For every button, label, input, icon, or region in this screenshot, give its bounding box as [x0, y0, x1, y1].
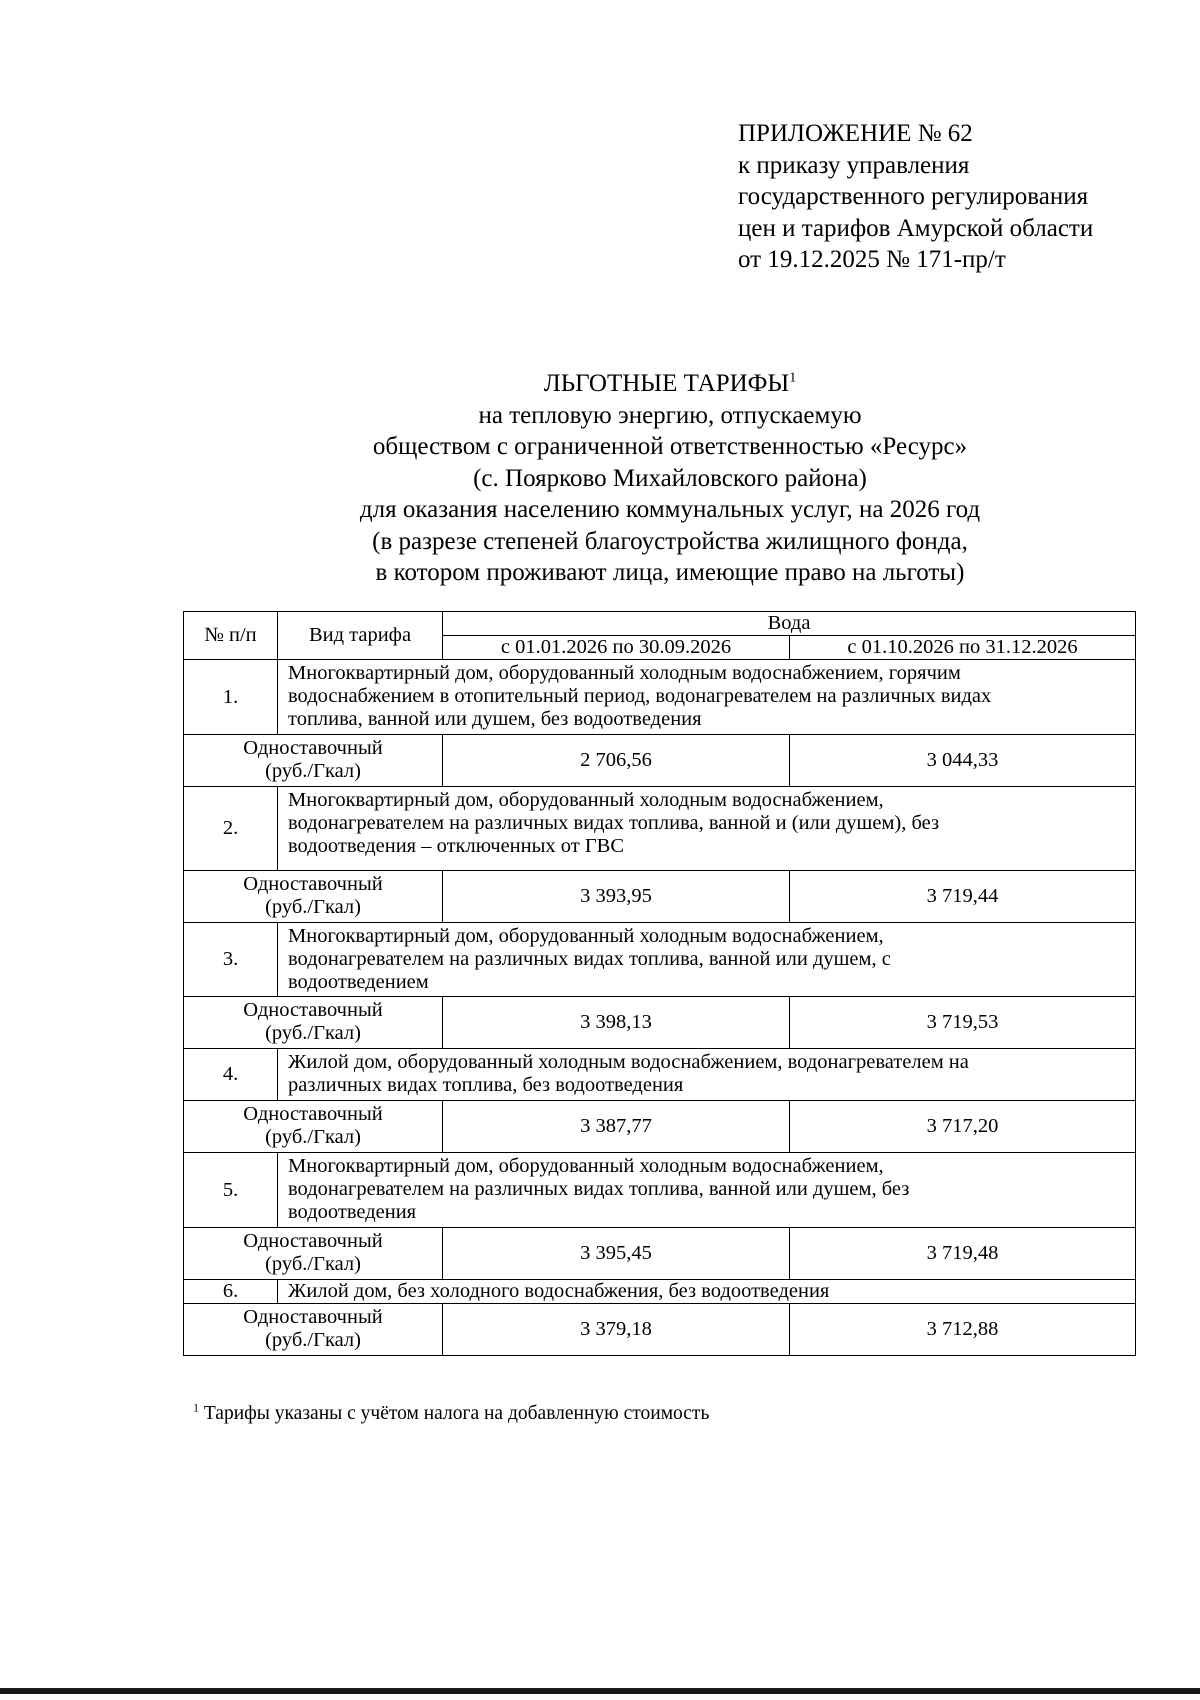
header-number: № п/п: [184, 612, 278, 660]
rate-label-unit: (руб./Гкал): [265, 1126, 361, 1148]
title-line: на тепловую энергию, отпускаемую: [478, 401, 862, 429]
tariffs-table: [183, 611, 1136, 1356]
description-line: водонагревателем на различных видах топлива, ванной или душем, с: [288, 948, 891, 970]
table-row: [184, 787, 1136, 871]
description-line: Жилой дом, оборудованный холодным водоснабжением, водонагревателем на: [288, 1051, 969, 1073]
description-line: водоотведения: [288, 1201, 417, 1223]
value-period-1: 3 395,45: [443, 1228, 790, 1280]
description-line: водоснабжением в отопительный период, водонагревателем на различных видах: [288, 685, 992, 707]
row-number: 2.: [184, 787, 278, 871]
table-row: [184, 735, 1136, 787]
header-period-2: с 01.10.2026 по 31.12.2026: [790, 636, 1136, 660]
title-main: ЛЬГОТНЫЕ ТАРИФЫ: [543, 370, 790, 397]
rate-label-line: Одноставочный: [243, 737, 383, 759]
title-main-line: [180, 368, 1160, 400]
row-number: 4.: [184, 1049, 278, 1101]
row-description: [278, 1280, 1136, 1304]
row-number: 5.: [184, 1153, 278, 1228]
title-line: обществом с ограниченной ответственностью «Ресурс»: [372, 433, 968, 460]
rate-label-line: Одноставочный: [243, 1230, 383, 1252]
rate-label-unit: (руб./Гкал): [265, 760, 361, 782]
value-period-1: 3 398,13: [443, 997, 790, 1049]
table-row: [184, 1101, 1136, 1153]
table-row: [184, 1228, 1136, 1280]
description-line: Многоквартирный дом, оборудованный холодным водоснабжением,: [288, 789, 884, 811]
rate-label: [184, 1228, 443, 1280]
rate-label-line: Одноставочный: [243, 1306, 383, 1328]
rate-label: [184, 871, 443, 923]
title-line: в котором проживают лица, имеющие право на льготы): [375, 559, 965, 586]
appendix-line: государственного регулирования: [738, 183, 1089, 210]
rate-label-unit: (руб./Гкал): [265, 1253, 361, 1275]
row-number: 3.: [184, 923, 278, 997]
header-period-1: с 01.01.2026 по 30.09.2026: [443, 636, 790, 660]
rate-label-unit: (руб./Гкал): [265, 896, 361, 918]
value-period-1: 3 393,95: [443, 871, 790, 923]
row-description: [278, 923, 1136, 997]
title-line: для оказания населению коммунальных услуг, на 2026 год: [359, 496, 981, 523]
footnote-text: Тарифы указаны с учётом налога на добавленную стоимость: [203, 1403, 710, 1424]
table-row: [184, 1280, 1136, 1304]
value-period-2: 3 719,44: [790, 871, 1136, 923]
description-line: различных видах топлива, без водоотведения: [288, 1074, 684, 1096]
title-line: (в разрезе степеней благоустройства жилищного фонда,: [372, 527, 968, 555]
rate-label: [184, 735, 443, 787]
value-period-2: 3 719,53: [790, 997, 1136, 1049]
document-title: [180, 368, 1160, 589]
title-footnote-mark: 1: [789, 370, 797, 386]
table-row: [184, 1304, 1136, 1356]
appendix-header: [738, 118, 1178, 276]
value-period-2: 3 712,88: [790, 1304, 1136, 1356]
description-line: водонагревателем на различных видах топлива, ванной или душем, без: [288, 1178, 910, 1200]
table-row: [184, 997, 1136, 1049]
header-water: Вода: [443, 612, 1136, 636]
row-number: 6.: [184, 1280, 278, 1304]
footnote-mark: 1: [193, 1400, 199, 1415]
row-number: 1.: [184, 660, 278, 735]
value-period-1: 2 706,56: [443, 735, 790, 787]
value-period-1: 3 387,77: [443, 1101, 790, 1153]
value-period-2: 3 719,48: [790, 1228, 1136, 1280]
rate-label-line: Одноставочный: [243, 873, 383, 895]
appendix-line: от 19.12.2025 № 171-пр/т: [738, 246, 1006, 273]
row-description: [278, 660, 1136, 735]
rate-label-unit: (руб./Гкал): [265, 1022, 361, 1044]
description-line: Многоквартирный дом, оборудованный холодным водоснабжением,: [288, 1155, 884, 1177]
rate-label-unit: (руб./Гкал): [265, 1329, 361, 1351]
rate-label: [184, 1304, 443, 1356]
description-line: водоотведения – отключенных от ГВС: [288, 835, 625, 857]
description-line: водоотведением: [288, 971, 429, 993]
rate-label-line: Одноставочный: [243, 999, 383, 1021]
appendix-line: к приказу управления: [738, 151, 970, 179]
table-row: [184, 660, 1136, 735]
table-row: [184, 923, 1136, 997]
rate-label: [184, 997, 443, 1049]
description-line: Многоквартирный дом, оборудованный холодным водоснабжением,: [288, 925, 884, 947]
value-period-2: 3 044,33: [790, 735, 1136, 787]
rate-label: [184, 1101, 443, 1153]
appendix-line: ПРИЛОЖЕНИЕ № 62: [738, 120, 973, 147]
row-description: [278, 1153, 1136, 1228]
value-period-2: 3 717,20: [790, 1101, 1136, 1153]
title-line: (с. Поярково Михайловского района): [473, 464, 867, 492]
description-line: водонагревателем на различных видах топлива, ванной и (или душем), без: [288, 812, 940, 834]
header-tariff-type: Вид тарифа: [278, 612, 443, 660]
scan-edge-bar: [0, 1688, 1200, 1694]
appendix-line: цен и тарифов Амурской области: [738, 214, 1094, 242]
table-row: [184, 1049, 1136, 1101]
row-description: [278, 787, 1136, 871]
description-line: Жилой дом, без холодного водоснабжения, без водоотведения: [288, 1280, 830, 1302]
rate-label-line: Одноставочный: [243, 1103, 383, 1125]
row-description: [278, 1049, 1136, 1101]
table-row: [184, 871, 1136, 923]
table-row: [184, 1153, 1136, 1228]
footnote: [193, 1402, 709, 1426]
description-line: Многоквартирный дом, оборудованный холодным водоснабжением, горячим: [288, 662, 961, 684]
description-line: топлива, ванной или душем, без водоотведения: [288, 708, 702, 730]
value-period-1: 3 379,18: [443, 1304, 790, 1356]
table-header-row: [184, 612, 1136, 636]
